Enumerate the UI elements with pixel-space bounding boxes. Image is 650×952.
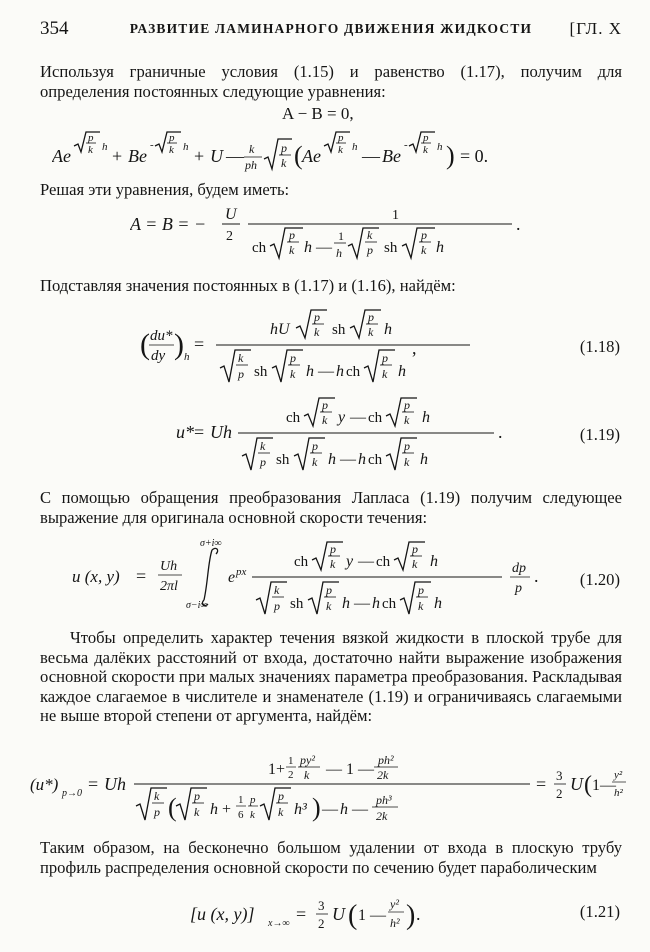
svg-text:1: 1 [288,755,294,767]
svg-text:2πl: 2πl [160,579,178,594]
svg-text:k: k [423,144,428,156]
svg-text:3: 3 [556,768,563,783]
equation-number-1-20: (1.20) [579,570,620,589]
svg-text:=: = [194,334,205,354]
svg-text:U: U [332,904,345,924]
svg-text:p: p [418,583,424,597]
svg-text:p: p [338,132,344,144]
svg-text:k: k [421,243,427,257]
equation-number-1-18: (1.18) [579,337,620,356]
svg-text:y²: y² [614,769,623,781]
paragraph-3: Подставляя значения постоянных в (1.17) и (1.16), найдём: [40,276,456,295]
svg-text:,: , [412,338,417,358]
paragraph-1: Используя граничные условия (1.15) и равенство (1.17), получим для определения постоянных следующие уравнения: [40,62,622,101]
svg-text:ph³: ph³ [376,793,392,807]
svg-text:2: 2 [226,229,233,244]
svg-text:p→0: p→0 [62,788,82,799]
paragraph-4: С помощью обращения преобразования Лапласа (1.19) получим следующее выражение для оригинала основной скорости течения: [40,488,622,527]
page-number: 354 [40,18,69,39]
svg-text:p: p [281,141,287,155]
svg-text:): ) [174,328,184,361]
svg-text:h: h [420,451,428,468]
equation-a-equals-b [130,202,530,269]
svg-text:): ) [446,141,455,170]
svg-text:k: k [322,413,328,427]
svg-text:k: k [274,583,280,597]
svg-text:p: p [312,439,318,453]
svg-text:h: h [437,141,443,153]
svg-text:du*: du* [150,328,173,344]
svg-text:—: — [322,801,338,818]
svg-text:ch: ch [346,364,361,380]
svg-text:p: p [382,351,388,365]
svg-text:k: k [250,809,255,821]
svg-text:k: k [304,768,310,782]
svg-text:—: — [226,146,244,166]
equation-1-21-graphic [190,892,480,940]
svg-text:A = B = −: A = B = − [130,214,207,234]
svg-text:): ) [406,900,416,931]
svg-text:k: k [238,351,244,365]
svg-text:dy: dy [151,348,166,364]
svg-text:2k: 2k [376,809,388,823]
svg-text:hU: hU [270,321,290,338]
svg-text:h: h [372,595,380,612]
svg-text:sh: sh [254,364,268,380]
svg-text:ch: ch [252,240,267,256]
svg-text:ch: ch [368,410,383,426]
svg-text:k: k [418,599,424,613]
svg-text:h: h [384,321,392,338]
svg-text:[u (x, y)]: [u (x, y)] [190,904,255,924]
svg-text:h: h [434,595,442,612]
running-title: РАЗВИТИЕ ЛАМИНАРНОГО ДВИЖЕНИЯ ЖИДКОСТИ [129,21,533,36]
svg-text:k: k [326,599,332,613]
svg-text:Ae: Ae [302,146,321,166]
svg-text:p: p [278,789,284,803]
running-header [40,18,622,44]
svg-text:h: h [422,409,430,426]
svg-text:=: = [194,422,205,442]
equation-limit-graphic [30,744,630,832]
svg-text:U: U [210,146,223,166]
svg-text:k: k [382,367,388,381]
svg-text:(u*): (u*) [30,775,59,794]
svg-text:-: - [404,139,408,151]
svg-text:2: 2 [556,786,563,801]
svg-text:σ+i∞: σ+i∞ [200,538,222,549]
svg-text:-: - [150,139,154,151]
svg-text:k: k [312,455,318,469]
equation-1-20-graphic [72,532,562,622]
svg-text:p: p [322,398,328,412]
svg-text:—: — [354,595,370,612]
svg-text:p: p [421,228,427,242]
svg-text:e: e [228,569,236,586]
svg-text:—: — [318,363,334,380]
svg-text:—: — [352,801,368,818]
svg-text:p: p [289,228,295,242]
svg-text:k: k [330,557,336,571]
svg-text:k: k [154,789,160,803]
svg-text:k: k [338,144,343,156]
svg-text:3: 3 [318,898,325,913]
paragraph-5: Чтобы определить характер течения вязкой жидкости в плоской трубе для весьма далёких расстояний от входа, достаточно найти выражение изображения основной скорости при малых значениях параметра преобразования. Раскладывая каждое слагаемое в числителе и знаменателе (1.19) и ограничиваясь слагаемыми не выше второй степени от аргумента, найдём: [40,628,622,726]
svg-text:—: — [316,239,332,256]
svg-text:ch: ch [382,596,397,612]
svg-text:y: y [346,553,354,570]
svg-text:1—: 1— [592,777,616,794]
svg-text:h: h [342,595,350,612]
svg-text:h: h [352,141,358,153]
svg-text:= 0.: = 0. [460,146,489,166]
svg-text:ch: ch [376,554,391,570]
svg-text:=: = [136,566,147,586]
svg-text:Ae: Ae [52,146,71,166]
svg-text:k: k [278,805,284,819]
svg-text:—: — [358,553,374,570]
svg-text:k: k [249,142,255,156]
equation-boundary-graphic [52,128,612,174]
svg-text:k: k [368,325,374,339]
svg-text:(: ( [348,900,358,931]
svg-text:—: — [362,146,380,166]
svg-text:(: ( [294,141,303,170]
svg-text:+: + [112,146,123,166]
svg-text:2: 2 [318,916,325,931]
svg-text:p: p [250,794,256,806]
svg-text:h: h [336,246,342,260]
svg-text:σ−i∞: σ−i∞ [186,600,208,611]
svg-text:k: k [367,228,373,242]
svg-text:.: . [516,214,521,234]
svg-text:Be: Be [382,146,401,166]
svg-text:h: h [306,363,314,380]
svg-text:h: h [398,363,406,380]
svg-text:Uh: Uh [104,774,126,794]
svg-text:k: k [404,455,410,469]
svg-text:sh: sh [276,452,290,468]
svg-text:h: h [184,351,190,363]
svg-text:k: k [88,144,93,156]
svg-text:h: h [102,141,108,153]
svg-text:k: k [314,325,320,339]
svg-text:dp: dp [512,561,526,576]
svg-text:(: ( [584,772,592,798]
svg-text:h: h [358,451,366,468]
svg-text:=: = [536,774,547,794]
svg-text:1 —: 1 — [358,907,386,924]
svg-text:u*: u* [176,422,194,442]
equation-limit-p-to-zero [30,744,630,837]
svg-text:sh: sh [290,596,304,612]
svg-text:p: p [515,581,522,596]
svg-text:p: p [154,805,160,819]
equation-1-20 [72,532,562,627]
svg-text:k: k [281,156,287,170]
svg-text:(: ( [140,328,150,361]
svg-text:k: k [260,439,266,453]
svg-text:p: p [368,310,374,324]
svg-text:U: U [570,774,583,794]
svg-text:h: h [210,801,218,818]
svg-text:ch: ch [294,554,309,570]
svg-text:k: k [404,413,410,427]
svg-text:k: k [169,144,174,156]
svg-text:x→∞: x→∞ [268,918,290,929]
svg-text:p: p [423,132,429,144]
svg-text:): ) [312,793,321,822]
svg-text:— 1 —: — 1 — [326,761,374,778]
paragraph-2: Решая эти уравнения, будем иметь: [40,180,290,199]
svg-text:px: px [236,566,247,578]
svg-text:ch: ch [286,410,301,426]
svg-text:p: p [367,243,373,257]
svg-text:h: h [336,363,344,380]
svg-text:k: k [412,557,418,571]
equation-a-minus-b: A − B = 0, [282,104,354,123]
svg-text:ch: ch [368,452,383,468]
svg-text:h: h [304,239,312,256]
svg-text:6: 6 [238,809,244,821]
svg-text:y²: y² [390,897,399,911]
chapter-label: [ГЛ. X [569,19,622,38]
equation-1-18-graphic [140,306,480,388]
svg-text:p: p [404,439,410,453]
svg-text:h: h [436,239,444,256]
svg-text:—: — [350,409,366,426]
svg-text:p: p [238,367,244,381]
svg-text:p: p [274,599,280,613]
svg-text:k: k [290,367,296,381]
svg-text:h²: h² [614,787,623,799]
svg-text:Uh: Uh [210,422,232,442]
equation-1-21 [190,892,480,945]
svg-text:(: ( [168,793,177,822]
svg-text:.: . [534,566,539,586]
svg-text:p: p [260,455,266,469]
equation-1-19 [176,394,516,481]
svg-text:.: . [498,422,503,442]
svg-text:p: p [326,583,332,597]
svg-text:ph: ph [245,158,257,172]
svg-text:k: k [289,243,295,257]
svg-text:=: = [88,774,99,794]
equation-boundary [52,128,612,179]
svg-text:p: p [194,789,200,803]
svg-text:2: 2 [288,769,294,781]
svg-text:Be: Be [128,146,147,166]
svg-text:y: y [338,409,346,426]
equation-1-18 [140,306,480,393]
svg-text:1: 1 [338,229,344,243]
svg-text:.: . [416,904,421,924]
svg-text:k: k [194,805,200,819]
svg-text:p: p [314,310,320,324]
svg-text:h: h [183,141,189,153]
svg-text:p: p [330,542,336,556]
svg-text:+: + [222,801,232,818]
svg-text:h: h [340,801,348,818]
svg-text:sh: sh [384,240,398,256]
svg-text:ph²: ph² [378,753,394,767]
svg-text:p: p [290,351,296,365]
svg-text:p: p [404,398,410,412]
svg-text:p: p [169,132,175,144]
paragraph-6: Таким образом, на бесконечно большом удалении от входа в плоскую трубу профиль распределения основной скорости по сечению будет параболическим [40,838,622,877]
svg-text:h³: h³ [294,801,307,818]
svg-text:h: h [430,553,438,570]
svg-text:+: + [194,146,205,166]
svg-text:=: = [296,904,307,924]
svg-text:h: h [328,451,336,468]
svg-text:1: 1 [238,794,244,806]
svg-text:py²: py² [300,753,315,767]
svg-text:p: p [412,542,418,556]
svg-text:u (x, y): u (x, y) [72,567,120,586]
svg-text:U: U [225,206,237,223]
svg-text:1: 1 [392,208,399,223]
svg-text:sh: sh [332,322,346,338]
equation-a-equals-b-graphic [130,202,530,264]
svg-text:Uh: Uh [160,559,178,574]
equation-1-19-graphic [176,394,516,476]
svg-text:1+: 1+ [268,761,286,778]
equation-number-1-19: (1.19) [579,425,620,444]
svg-text:p: p [88,132,94,144]
svg-text:—: — [340,451,356,468]
svg-text:2k: 2k [377,768,389,782]
svg-text:h²: h² [390,916,400,930]
equation-number-1-21: (1.21) [579,902,620,921]
